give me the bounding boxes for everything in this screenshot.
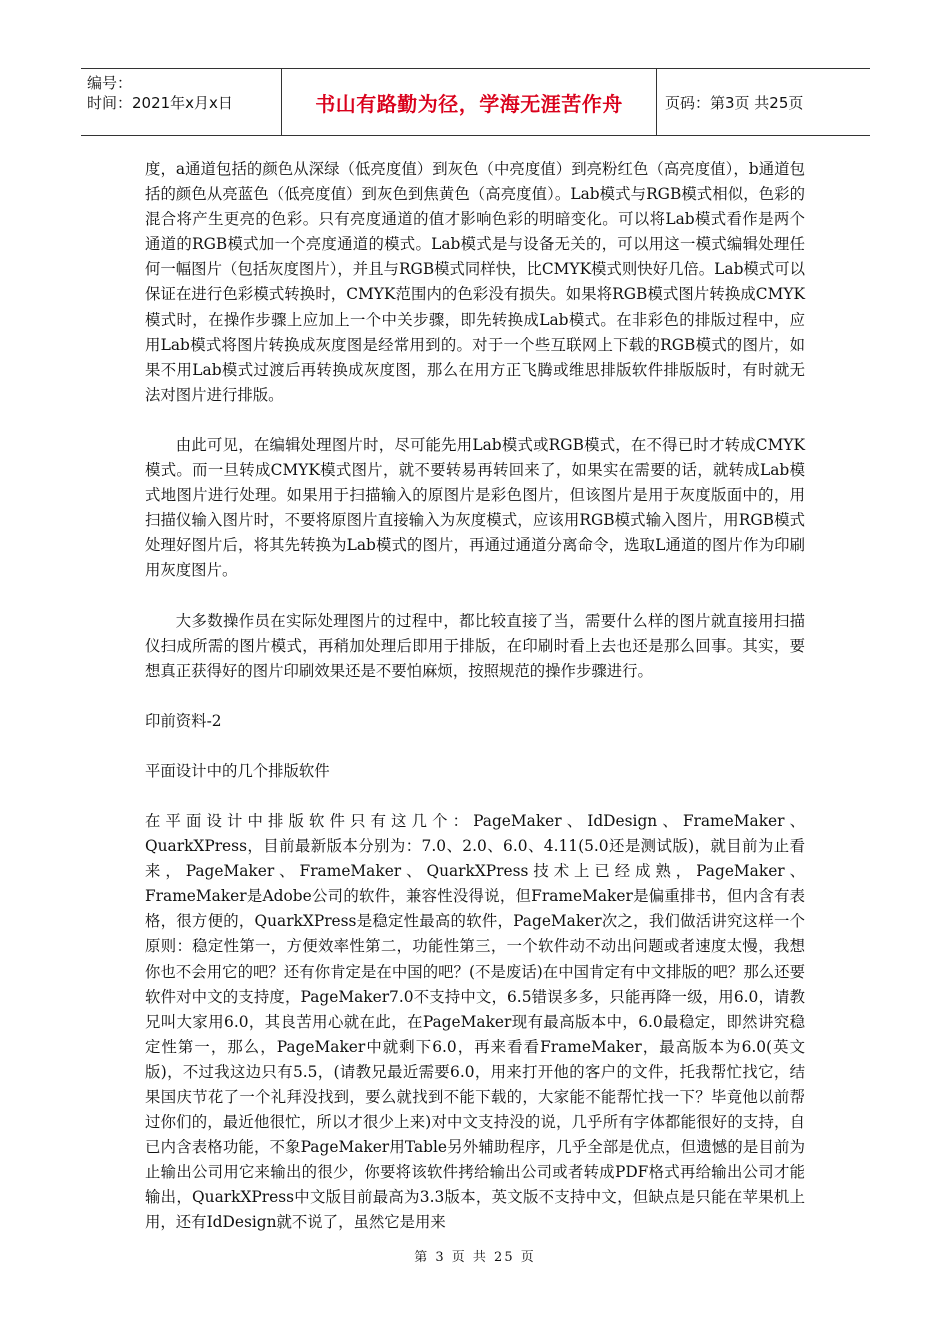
document-date: 时间：2021年x月x日 (87, 94, 233, 112)
paragraph-operator-practice: 大多数操作员在实际处理图片的过程中，都比较直接了当，需要什么样的图片就直接用扫描仪扫成所需的图片模式，再稍加处理后即用于排版，在印刷时看上去也还是那么回事。其实，要想真正获得好的图片印刷效果还是不要怕麻烦，按照规范的操作步骤进行。 (145, 611, 805, 680)
header-page-info: 页码：第3页 共25页 (665, 93, 804, 112)
section-subheading: 平面设计中的几个排版软件 (145, 761, 330, 780)
header-motto: 书山有路勤为径，学海无涯苦作舟 (282, 69, 657, 135)
paragraph-conversion-advice: 由此可见，在编辑处理图片时，尽可能先用Lab模式或RGB模式，在不得已时才转成CMYK模式。而一旦转成CMYK模式图片，就不要转易再转回来了，如果实在需要的话，就转成Lab模式地图片进行处理。如果用于扫描输入的原图片是彩色图片，但该图片是用于灰度版面中的，用扫描仪输入图片时，不要将原图片直接输入为灰度模式，应该用RGB模式输入图片，用RGB模式处理好图片后，将其先转换为Lab模式的图片，再通过通道分离命令，选取L通道的图片作为印刷用灰度图片。 (145, 435, 805, 580)
document-number-label: 编号： (87, 74, 133, 92)
paragraph-gap (145, 784, 805, 809)
header-meta (81, 69, 282, 135)
page-footer: 第 3 页 共 25 页 (414, 1250, 536, 1265)
paragraph-gap (145, 734, 805, 759)
document-body (145, 157, 805, 1236)
paragraph-layout-software: 在平面设计中排版软件只有这几个：PageMaker、IdDesign、FrameMaker、QuarkXPress，目前最新版本分别为：7.0、2.0、6.0、4.11(5.0还是测试版)，就目前为止看来，PageMaker、FrameMaker、QuarkXPress技术上已经成熟，PageMaker、FrameMaker是Adobe公司的软件，兼容性没得说，但FrameMaker是偏重排书，但内含有表格，很方便的，QuarkXPress是稳定性最高的软件，PageMaker次之，我们做活讲究这样一个原则：稳定性第一，方便效率性第二，功能性第三，一个软件动不动出问题或者速度太慢，我想你也不会用它的吧？还有你肯定是在中国的吧？(不是废话)在中国肯定有中文排版的吧？那么还要软件对中文的支持度，PageMaker7.0不支持中文，6.5错误多多，只能再降一级，用6.0，请教兄叫大家用6.0，其良苦用心就在此，在PageMaker现有最高版本中，6.0最稳定，即然讲究稳定性第一，那么，PageMaker中就剩下6.0，再来看看FrameMaker，最高版本为6.0(英文版)，不过我这边只有5.5，(请教兄最近需要6.0，用来打开他的客户的文件，托我帮忙找它，结果国庆节花了一个礼拜没找到，要么就找到不能下载的，大家能不能帮忙找一下？毕竟他以前帮过你们的，最近他很忙，所以才很少上来)对中文支持没的说，几乎所有字体都能很好的支持，自已内含表格功能，不象PageMaker用Table另外辅助程序，几乎全部是优点，但遗憾的是目前为止输出公司用它来输出的很少，你要将该软件拷给输出公司或者转成PDF格式再给输出公司才能输出，QuarkXPress中文版目前最高为3.3版本，英文版不支持中文，但缺点是只能在苹果机上用，还有IdDesign就不说了，虽然它是用来 (145, 811, 805, 1232)
paragraph-gap (145, 684, 805, 709)
paragraph-gap (145, 584, 805, 609)
document-header (81, 68, 870, 136)
paragraph-gap (145, 408, 805, 433)
paragraph-lab-mode: 度，a通道包括的颜色从深绿（低亮度值）到灰色（中亮度值）到亮粉红色（高亮度值），b通道包括的颜色从亮蓝色（低亮度值）到灰色到焦黄色（高亮度值）。Lab模式与RGB模式相似，色彩的混合将产生更亮的色彩。只有亮度通道的值才影响色彩的明暗变化。可以将Lab模式看作是两个通道的RGB模式加一个亮度通道的模式。Lab模式是与设备无关的，可以用这一模式编辑处理任何一幅图片（包括灰度图片），并且与RGB模式同样快，比CMYK模式则快好几倍。Lab模式可以保证在进行色彩模式转换时，CMYK范围内的色彩没有损失。如果将RGB模式图片转换成CMYK模式时，在操作步骤上应加上一个中关步骤，即先转换成Lab模式。在非彩色的排版过程中，应用Lab模式将图片转换成灰度图是经常用到的。对于一个些互联网上下载的RGB模式的图片，如果不用Lab模式过渡后再转换成灰度图，那么在用方正飞腾或维思排版软件排版版时，有时就无法对图片进行排版。 (145, 160, 805, 404)
section-heading: 印前资料-2 (145, 711, 222, 730)
